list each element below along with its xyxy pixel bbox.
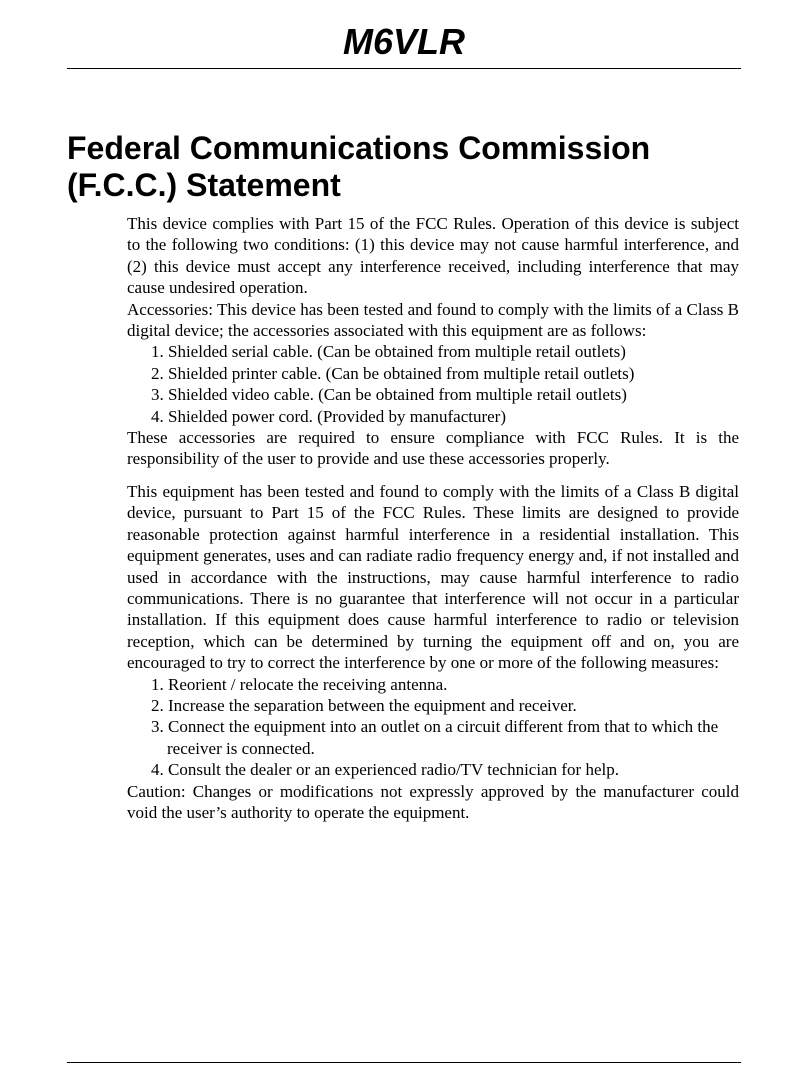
list-item: 3. Shielded video cable. (Can be obtained from multiple retail outlets) [151,385,627,405]
interference-block [127,481,739,824]
accessories-intro: Accessories: This device has been tested and found to comply with the limits of a Class B digital device; the accessories associated with this equipment are as follows: [127,299,739,341]
list-item: 4. Shielded power cord. (Provided by manufacturer) [151,406,506,426]
caution-text: Caution: Changes or modifications not expressly approved by the manufacturer could void the user’s authority to operate the equipment. [127,781,739,822]
section-title-line-1: Federal Communications Commission [67,130,651,166]
section-title [67,130,747,204]
list-item: 3. Connect the equipment into an outlet on a circuit different from that to which the receiver is connected. [151,717,719,758]
interference-intro: This equipment has been tested and found to comply with the limits of a Class B digital device, pursuant to Part 15 of the FCC Rules. These limits are designed to provide reasonable protection against harmful interference in a residential installation. This equipment generates, uses and can radiate radio frequency energy and, if not installed and used in accordance with the instructions, may cause harmful interference to radio communications. There is no guarantee that interference will not occur in a particular installation. If this equipment does cause harmful interference to radio or television reception, which can be determined by turning the equipment off and on, you are encouraged to try to correct the interference by one or more of the following measures: [127,481,739,673]
accessories-list [127,341,739,427]
compliance-paragraph: This device complies with Part 15 of the FCC Rules. Operation of this device is subject to the following two conditions: (1) this device may not cause harmful interference, and (2) this device must accept any interference received, including interference that may cause undesired operation. [127,214,739,298]
measures-list [127,674,739,781]
section-title-line-2: (F.C.C.) Statement [67,167,341,203]
list-item: 2. Shielded printer cable. (Can be obtained from multiple retail outlets) [151,363,635,383]
header-divider [67,68,741,69]
accessories-outro: These accessories are required to ensure compliance with FCC Rules. It is the responsibility of the user to provide and use these accessories properly. [127,428,739,469]
list-item: 4. Consult the dealer or an experienced radio/TV technician for help. [151,760,619,780]
list-item: 1. Shielded serial cable. (Can be obtained from multiple retail outlets) [151,342,626,362]
list-item: 2. Increase the separation between the equipment and receiver. [151,695,577,715]
page-header-title: M6VLR [342,21,465,62]
fcc-statement-body [127,213,739,834]
footer-divider [67,1062,741,1063]
list-item: 1. Reorient / relocate the receiving antenna. [151,674,448,694]
accessories-block [127,299,739,470]
